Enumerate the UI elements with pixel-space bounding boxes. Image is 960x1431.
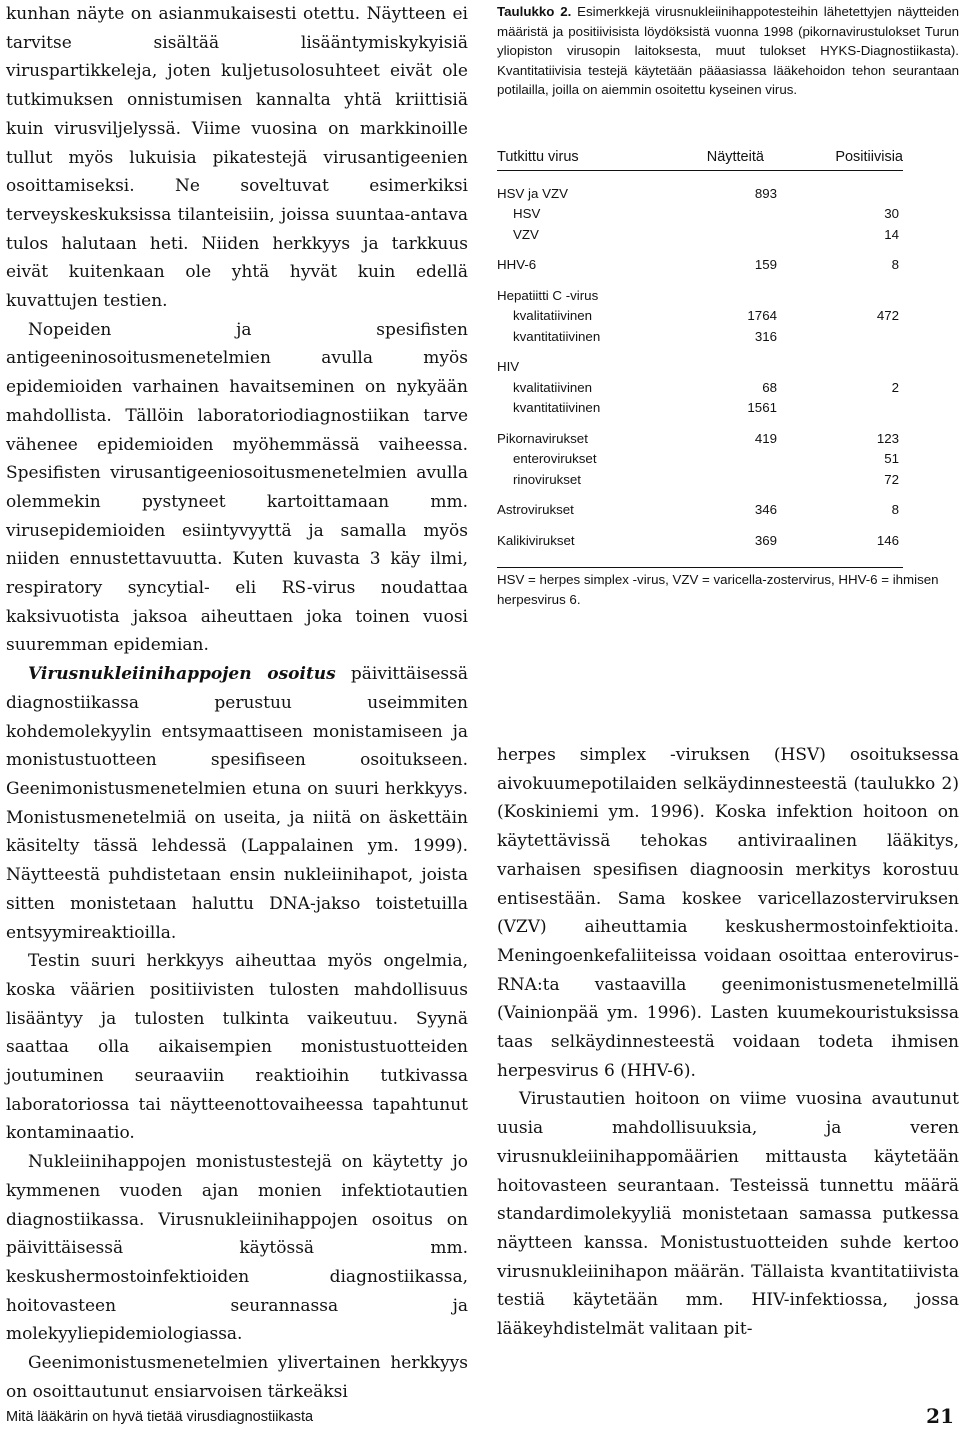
table-row: [497, 285, 903, 306]
table-row: [497, 204, 903, 225]
cell-virus: rinovirukset: [513, 471, 581, 487]
cell-positive: 14: [884, 226, 899, 242]
cell-samples: 316: [754, 328, 777, 344]
cell-samples: 893: [754, 185, 777, 201]
left-column: [6, 0, 468, 1406]
paragraph: Geenimonistusmenetelmien ylivertainen herkkyys on osoittautunut ensiarvoisen tärkeäksi: [6, 1353, 468, 1402]
cell-virus: VZV: [513, 226, 539, 242]
cell-samples: 1561: [747, 400, 777, 416]
paragraph: Nukleiinihappojen monistustestejä on käytetty jo kymmenen vuoden ajan monien infektiotautien diagnostiikassa. Virusnukleiinihappojen osoitus on päivittäisessä käytössä mm. keskushermostoinfektioiden diagnostiikassa, hoitovasteen seurannassa ja molekyyliepidemiologiassa.: [6, 1152, 468, 1345]
table-body: [497, 171, 903, 568]
table-row: [497, 469, 903, 490]
paragraph: [6, 660, 468, 947]
table-header: [497, 144, 903, 171]
data-table: [497, 144, 903, 568]
cell-samples: 159: [754, 257, 777, 273]
run-in-heading: Virusnukleiinihappojen osoitus: [28, 664, 336, 685]
cell-virus: HSV ja VZV: [497, 185, 568, 201]
paragraph: Nopeiden ja spesifisten antigeeninosoitusmenetelmien avulla myös epidemioiden varhainen havaitseminen on nykyään mahdollista. Tällöin laboratoriodiagnostiikan tarve vähenee epidemioiden myöhemmässä vaiheessa. Spesifisten virusantigeeniosoitusmenetelmien avulla olemmekin pystyneet kartoittamaan mm. virusepidemioiden esiintyvyyttä ja samalla myös niiden ennustettavuutta. Kuten kuvasta 3 käy ilmi, respiratory syncytial- eli RS-virus noudattaa kaksivuotista jaksoa aiheuttaen joka toinen vuosi suuremman epidemian.: [6, 319, 468, 656]
cell-positive: 72: [884, 471, 899, 487]
table-group: [497, 500, 903, 521]
cell-virus: kvalitatiivinen: [513, 308, 593, 324]
cell-virus: HSV: [513, 206, 541, 222]
cell-virus: enterovirukset: [513, 451, 597, 467]
table-row: [497, 224, 903, 245]
paragraph-text: päivittäisessä diagnostiikassa perustuu useimmiten kohdemolekyylin entsymaattiseen monistamiseen ja monistustuotteen spesifiseen osoitukseen. Geenimonistusmenetelmien etuna on suuri herkkyys. Monistusmenetelmiä on useita, ja niitä on äskettäin käsitelty tässä lehdessä (Lappalainen ym. 1999). Näytteestä puhdistetaan ensin nukleiinihapot, joista sitten monistetaan haluttu DNA-jakso toistetuilla entsyymireaktioilla.: [6, 664, 468, 943]
paragraph: Virustautien hoitoon on viime vuosina avautunut uusia mahdollisuuksia, ja veren virusnukleiinihappomäärien mittausta käytetään hoitovasteen seurantaan. Testeissä tunnettu määrä standardimolekyyliä monistetaan samassa putkessa näytteen kanssa. Monistustuotteiden suhde kertoo virusnukleiinihapon määrän. Tällaista kvantitatiivista testiä käytetään mm. HIV-infektiossa, jossa lääkeyhdistelmät valitaan pit-: [497, 1089, 959, 1340]
cell-positive: 8: [891, 257, 899, 273]
cell-virus: Kalikivirukset: [497, 532, 575, 548]
cell-samples: 1764: [747, 308, 777, 324]
paragraph: Testin suuri herkkyys aiheuttaa myös ongelmia, koska väärien positiivisten tulosten mahdollisuus lisääntyy ja tulosten tulkinta vaikeutuu. Syynä saattaa olla aikaisempien monistustuotteiden joutuminen seuraaviin reaktioihin tutkivassa laboratoriossa tai näytteenottovaiheessa tapahtunut kontaminaatio.: [6, 951, 468, 1144]
cell-samples: 419: [754, 430, 777, 446]
cell-positive: 8: [891, 502, 899, 518]
table-row: [497, 449, 903, 470]
cell-positive: 123: [876, 430, 899, 446]
header-positive: Positiivisia: [835, 149, 903, 165]
table-row: [497, 500, 903, 521]
page-number: 21: [926, 1404, 954, 1428]
paragraph: herpes simplex -viruksen (HSV) osoituksessa aivokuumepotilaiden selkäydinnesteestä (taulukko 2) (Koskiniemi ym. 1996). Koska infektion hoitoon on käytettävissä tehokas antiviraalinen lääkitys, varhaisen spesifisen diagnoosin merkitys korostuu entisestään. Sama koskee varicellazosterviruksen (VZV) aiheuttamia keskushermostoinfektioita. Meningoenkefaliiteissa voidaan osoittaa enterovirus-RNA:ta vastaavilla geenimonistusmenetelmillä (Vainionpää ym. 1996). Lasten kuumekouristuksissa taas selkäydinnesteestä voidaan todeta ihmisen herpesvirus 6 (HHV-6).: [497, 745, 959, 1081]
cell-positive: 472: [876, 308, 899, 324]
table-group: [497, 357, 903, 419]
table-footnote: HSV = herpes simplex -virus, VZV = varicella-zostervirus, HHV-6 = ihmisen herpesvirus 6.: [497, 572, 939, 607]
header-virus: Tutkittu virus: [497, 149, 579, 165]
cell-virus: kvantitatiivinen: [513, 328, 601, 344]
table-row: [497, 530, 903, 551]
cell-positive: 146: [876, 532, 899, 548]
cell-samples: 346: [754, 502, 777, 518]
cell-virus: Pikornavirukset: [497, 430, 588, 446]
cell-virus: kvantitatiivinen: [513, 400, 601, 416]
table-row: [497, 357, 903, 378]
table-caption-text: Esimerkkejä virusnukleiinihappotesteihin lähetettyjen näytteiden määristä ja positiivisista löydöksistä vuonna 1998 (pikornavirustulokset Turun yliopiston virusopin laitoksesta, muut tulokset HYKS-Diagnostiikasta). Kvantitatiivisia testejä käytetään pääasiassa lääkehoidon tehon seurantaan potilailla, joilla on aiemmin osoitettu kyseinen virus.: [497, 4, 959, 98]
table-group: [497, 530, 903, 551]
table-row: [497, 183, 903, 204]
cell-samples: 369: [754, 532, 777, 548]
cell-positive: 2: [891, 379, 899, 395]
table-group: [497, 183, 903, 245]
paragraph: kunhan näyte on asianmukaisesti otettu. Näytteen ei tarvitse sisältää lisääntymiskykyisiä viruspartikkeleja, joten kuljetusolosuhteet eivät ole tutkimuksen onnistumisen kannalta yhtä kriittisiä kuin virusviljelyssä. Viime vuosina on markkinoille tullut myös lukuisia pikatestejä virusantigeenien osoittamiseksi. Ne soveltuvat esimerkiksi terveyskeskuksissa tilanteisiin, joissa suuntaa-antava tulos halutaan heti. Niiden herkkyys ja tarkkuus eivät kuitenkaan ole yhtä hyvät kuin edellä kuvattujen testien.: [6, 4, 468, 312]
cell-virus: Hepatiitti C -virus: [497, 287, 599, 303]
right-column: [497, 741, 959, 1344]
footer-title: Mitä lääkärin on hyvä tietää virusdiagnostiikasta: [6, 1409, 314, 1425]
cell-virus: HIV: [497, 359, 520, 375]
table-group: [497, 428, 903, 490]
table-caption: [497, 2, 959, 100]
table-row: [497, 428, 903, 449]
table-row: [497, 255, 903, 276]
table-group: [497, 255, 903, 276]
table-row: [497, 398, 903, 419]
cell-virus: Astrovirukset: [497, 502, 574, 518]
cell-virus: kvalitatiivinen: [513, 379, 593, 395]
table-group: [497, 285, 903, 347]
cell-positive: 30: [884, 206, 899, 222]
cell-positive: 51: [884, 451, 899, 467]
table-row: [497, 377, 903, 398]
cell-samples: 68: [762, 379, 777, 395]
table-caption-label: Taulukko 2.: [497, 4, 572, 19]
table-row: [497, 326, 903, 347]
cell-virus: HHV-6: [497, 257, 537, 273]
table-row: [497, 306, 903, 327]
header-samples: Näytteitä: [706, 149, 764, 165]
